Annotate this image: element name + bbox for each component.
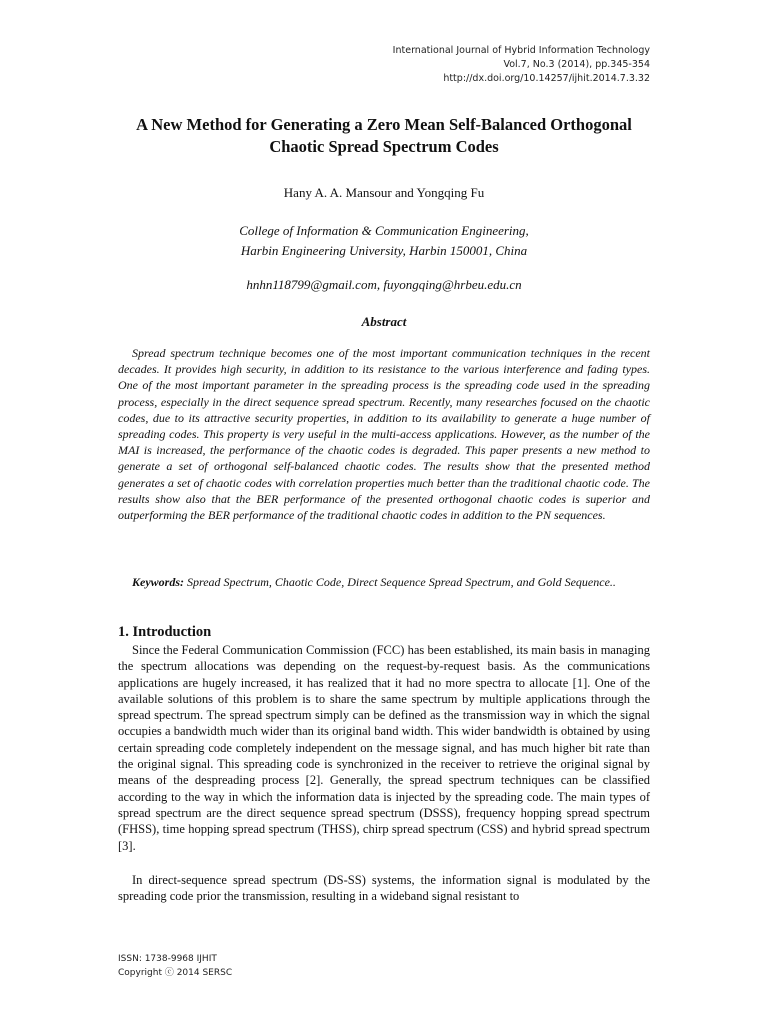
abstract-heading: Abstract: [361, 314, 407, 329]
footer-copyright: Copyright ⓒ 2014 SERSC: [118, 968, 233, 978]
author-emails[interactable]: hnhn118799@gmail.com, fuyongqing@hrbeu.edu.cn: [246, 277, 522, 292]
journal-volume: Vol.7, No.3 (2014), pp.345-354: [503, 59, 650, 70]
introduction-heading: 1. Introduction: [118, 624, 212, 640]
keywords-paragraph: [118, 574, 650, 591]
author-affiliation: [0, 221, 768, 261]
footer-issn: ISSN: 1738-9968 IJHIT: [118, 954, 217, 964]
paper-title: [90, 114, 678, 158]
page-footer: [118, 952, 232, 980]
journal-name: International Journal of Hybrid Information Technology: [392, 45, 650, 56]
paper-authors: Hany A. A. Mansour and Yongqing Fu: [283, 185, 485, 200]
abstract-text: Spread spectrum technique becomes one of the most important communication techniques in the recent decades. It provides high security, in addition to its resistance to the various interference and fading types. One of the most important parameter in the spreading process is the spreading code used in the spreading process, especially in the direct sequence spread spectrum. Recently, many researches focused on the chaotic codes, due to its attractive security properties, in addition to its availability to generate a huge number of spreading codes. This property is very useful in the multi-access applications. However, as the number of the MAI is increased, the performance of the chaotic codes is degraded. This paper presents a new method to generate a set of orthogonal self-balanced chaotic codes. The results show that the presented method generates a set of chaotic codes with correlation properties much better than the traditional chaotic code. The results show also that the BER performance of the presented orthogonal chaotic codes is superior and outperforming the BER performance of the traditional chaotic codes in addition to the PN sequences.: [118, 346, 650, 523]
keywords-label: Keywords:: [132, 575, 184, 589]
title-line-2: Chaotic Spread Spectrum Codes: [269, 137, 499, 156]
affiliation-line-2: Harbin Engineering University, Harbin 150001, China: [240, 243, 528, 258]
title-line-1: A New Method for Generating a Zero Mean Self-Balanced Orthogonal: [136, 115, 632, 134]
journal-doi-link[interactable]: http://dx.doi.org/10.14257/ijhit.2014.7.3.32: [443, 73, 650, 84]
introduction-paragraph-1: Since the Federal Communication Commission (FCC) has been established, its main basis in managing the spectrum allocations was depending on the request-by-request basis. As the communications applications are hugely increased, it has realized that it had no more spectra to allocate [1]. One of the available solutions of this problem is to share the same spectrum by multiple applications through the spread spectrum. The spread spectrum simply can be defined as the transmission way in which the signal occupies a bandwidth much wider than its original band width. This wider bandwidth is obtained by using certain spreading code completely independent on the message signal, and has much higher bit rate than the original signal. This spreading code is synchronized in the receiver to retrieve the original signal by means of the despreading process [2]. Generally, the spread spectrum techniques can be classified according to the way in which the information data is injected by the spreading code. The main types of spread spectrum are the direct sequence spread spectrum (DSSS), frequency hopping spread spectrum (FHSS), time hopping spread spectrum (THSS), chirp spread spectrum (CSS) and hybrid spread spectrum [3].: [118, 643, 650, 853]
affiliation-line-1: College of Information & Communication Engineering,: [239, 223, 529, 238]
introduction-paragraph-2: In direct-sequence spread spectrum (DS-SS) systems, the information signal is modulated by the spreading code prior the transmission, resulting in a wideband signal resistant to: [118, 873, 650, 904]
journal-header: [393, 44, 650, 86]
keywords-text: Spread Spectrum, Chaotic Code, Direct Sequence Spread Spectrum, and Gold Sequence..: [187, 575, 616, 589]
